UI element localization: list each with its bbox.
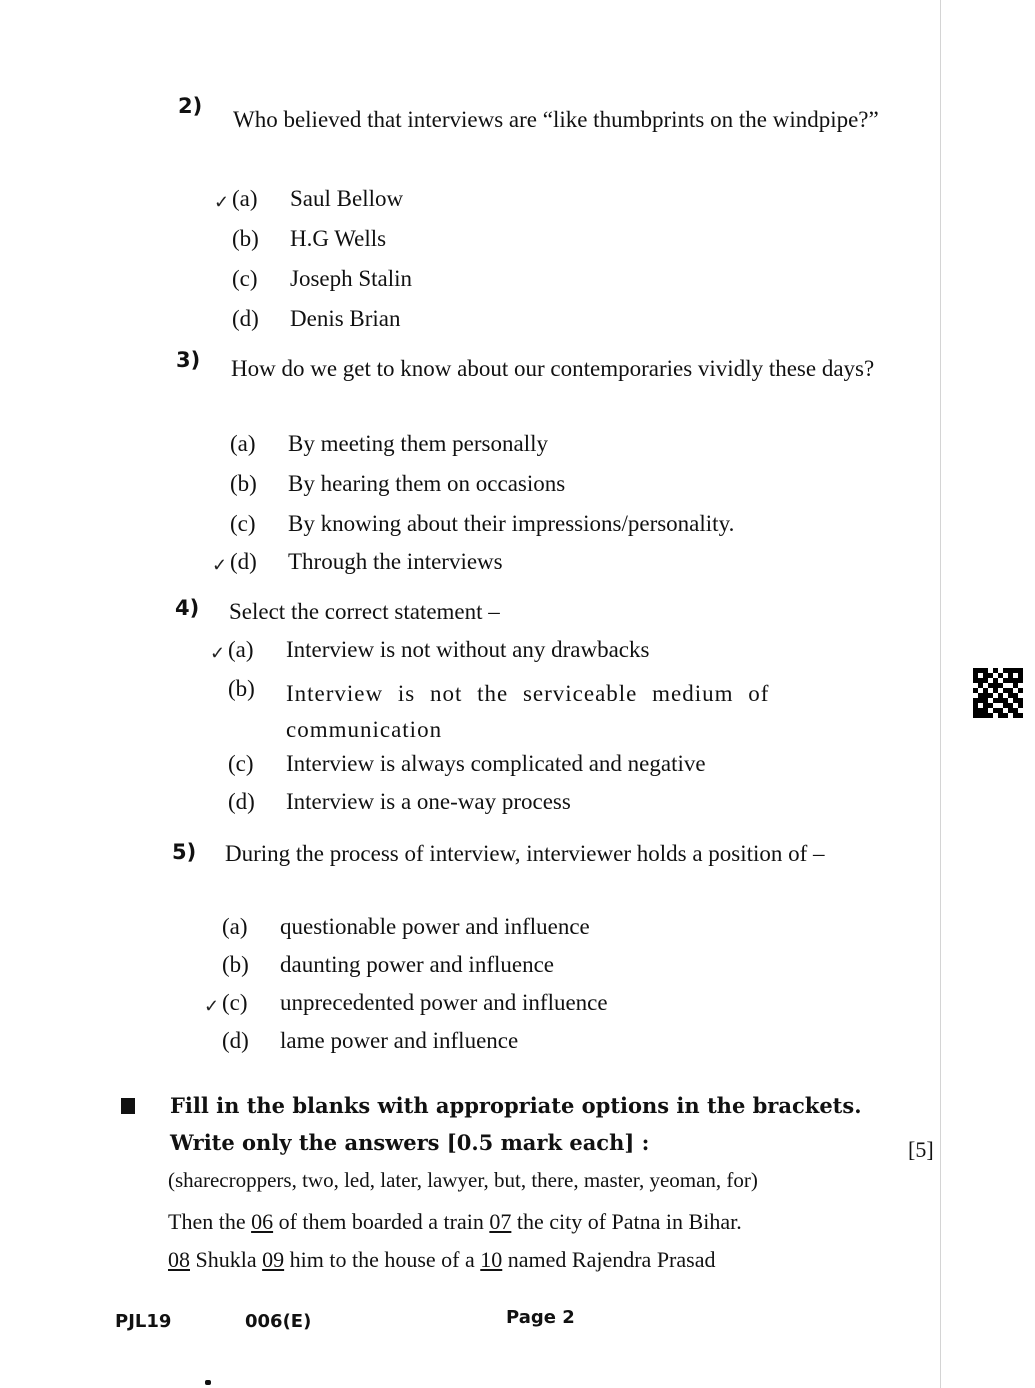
fill-section-instruction: Write only the answers [0.5 mark each] : <box>170 1130 650 1155</box>
option-text: Interview is always complicated and negative <box>286 751 706 776</box>
option-label: (a) <box>230 431 256 456</box>
passage-text: him to the house of a <box>284 1247 481 1272</box>
option-text: Denis Brian <box>290 306 401 331</box>
page-edge-line <box>940 0 941 1388</box>
question-text: Select the correct statement – <box>229 599 500 624</box>
passage-text: Shukla <box>190 1247 263 1272</box>
word-options: (sharecroppers, two, led, later, lawyer, but, there, master, yeoman, for) <box>168 1168 758 1192</box>
blank-09: 09 <box>262 1247 285 1272</box>
section-marks: [5] <box>908 1137 934 1162</box>
passage-text: the city of Patna in Bihar. <box>511 1209 742 1234</box>
tick-mark-icon: ✓ <box>214 192 230 212</box>
option-label: (c) <box>228 751 254 776</box>
question-text: During the process of interview, interviewer holds a position of – <box>225 841 825 866</box>
tick-mark-icon: ✓ <box>204 996 220 1016</box>
option-text: Saul Bellow <box>290 186 404 211</box>
blank-06: 06 <box>251 1209 274 1234</box>
passage-text: of them boarded a train <box>273 1209 490 1234</box>
option-label: (d) <box>232 306 259 331</box>
option-text: By knowing about their impressions/personality. <box>288 511 735 536</box>
option-text: Joseph Stalin <box>290 266 413 291</box>
option-text: unprecedented power and influence <box>280 990 608 1015</box>
section-bullet-icon <box>121 1098 135 1114</box>
option-text: lame power and influence <box>280 1028 519 1053</box>
blank-08: 08 <box>168 1247 190 1272</box>
option-label: (d) <box>230 549 257 574</box>
qr-code <box>973 668 1023 718</box>
option-label: (b) <box>232 226 259 251</box>
option-text: Interview is not without any drawbacks <box>286 637 650 662</box>
question-number: 2) <box>178 94 203 118</box>
option-label: (a) <box>222 914 248 939</box>
passage-line-1 <box>168 1209 742 1235</box>
option-text: By hearing them on occasions <box>288 471 566 496</box>
passage-line-2 <box>168 1247 715 1273</box>
passage-text: named Rajendra Prasad <box>502 1247 716 1272</box>
blank-07: 07 <box>489 1209 512 1234</box>
question-number: 5) <box>172 840 197 864</box>
option-label: (a) <box>232 186 258 211</box>
option-text: Interview is a one-way process <box>286 789 571 814</box>
speck-mark <box>205 1380 211 1385</box>
option-label: (b) <box>222 952 249 977</box>
option-label: (b) <box>228 676 255 701</box>
option-text: questionable power and influence <box>280 914 590 939</box>
footer-paper: 006(E) <box>245 1311 312 1332</box>
tick-mark-icon: ✓ <box>212 555 228 575</box>
footer-page-number: Page 2 <box>506 1307 575 1328</box>
option-label: (c) <box>230 511 256 536</box>
question-text: How do we get to know about our contemporaries vividly these days? <box>231 356 875 381</box>
blank-10: 10 <box>480 1247 503 1272</box>
footer-code: PJL19 <box>115 1311 172 1332</box>
option-text: Interview is not the serviceable medium of communication <box>286 681 770 742</box>
tick-mark-icon: ✓ <box>210 643 226 663</box>
option-label: (d) <box>228 789 255 814</box>
question-number: 4) <box>175 596 200 620</box>
question-text: Who believed that interviews are “like thumbprints on the windpipe?” <box>233 107 879 132</box>
option-text: By meeting them personally <box>288 431 548 456</box>
option-label: (d) <box>222 1028 249 1053</box>
option-text: Through the interviews <box>288 549 503 574</box>
fill-section-heading: Fill in the blanks with appropriate options in the brackets. <box>170 1093 862 1118</box>
question-number: 3) <box>176 348 201 372</box>
option-label: (c) <box>222 990 248 1015</box>
option-label: (c) <box>232 266 258 291</box>
option-label: (a) <box>228 637 254 662</box>
option-label: (b) <box>230 471 257 496</box>
option-text: H.G Wells <box>290 226 387 251</box>
passage-text: Then the <box>168 1209 252 1234</box>
option-text: daunting power and influence <box>280 952 554 977</box>
